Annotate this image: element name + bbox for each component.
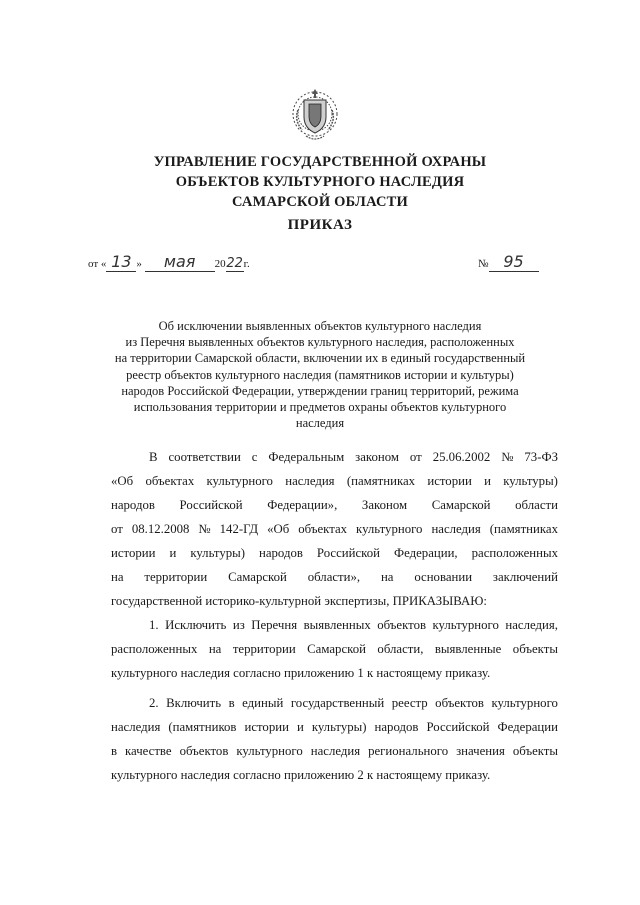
- subject-line: на территории Самарской области, включении их в единый государственный: [114, 351, 526, 366]
- preamble-line: государственной историко-культурной экспертизы, ПРИКАЗЫВАЮ:: [111, 594, 487, 608]
- word: (памятниках: [346, 474, 416, 488]
- date-year-prefix: 20: [214, 258, 226, 270]
- item1-line: культурного наследия согласно приложению 1 к настоящему приказу.: [111, 666, 491, 680]
- word: с: [251, 450, 258, 464]
- word: на: [380, 570, 394, 584]
- word: Включить: [166, 696, 222, 710]
- item1-line: [111, 613, 558, 637]
- word: Российской: [316, 546, 380, 560]
- subject-line: Об исключении выявленных объектов культурного наследия: [158, 319, 482, 333]
- word: области,: [377, 642, 424, 656]
- subject-line: наследия: [295, 416, 345, 431]
- word: культуры): [503, 474, 558, 488]
- date-prefix: от «: [88, 258, 107, 270]
- subject-line: использования территории и предметов охраны объектов культурного: [133, 400, 507, 415]
- subject-line: реестр объектов культурного наследия (памятников истории и культуры): [126, 367, 514, 382]
- word: заключений: [492, 570, 558, 584]
- date-year-field: [226, 257, 244, 272]
- number-value: 95: [503, 252, 524, 271]
- date-quote-close: »: [136, 258, 142, 270]
- word: области»,: [307, 570, 361, 584]
- word: Самарской: [307, 642, 366, 656]
- word: №: [501, 450, 514, 464]
- word: единый: [242, 696, 284, 710]
- word: и: [484, 474, 491, 488]
- word: расположенных: [111, 642, 198, 656]
- word: 25.06.2002: [432, 450, 491, 464]
- word: культуры): [311, 720, 367, 734]
- date-day-field: [106, 252, 136, 272]
- word: и: [169, 546, 177, 560]
- word: 2.: [149, 696, 159, 710]
- word: истории: [111, 546, 156, 560]
- word: объектов: [435, 696, 484, 710]
- word: на: [208, 642, 222, 656]
- word: (памятников: [168, 720, 237, 734]
- preamble-line: [111, 469, 558, 493]
- item2-line: культурного наследия согласно приложению 2 к настоящему приказу.: [111, 768, 491, 782]
- word: и: [296, 720, 304, 734]
- word: наследия: [285, 474, 335, 488]
- agency-line: ОБЪЕКТОВ КУЛЬТУРНОГО НАСЛЕДИЯ: [175, 174, 465, 190]
- word: (памятниках: [489, 522, 558, 536]
- word: государственный: [290, 696, 385, 710]
- preamble-line: [111, 565, 558, 589]
- word: культурного: [206, 474, 273, 488]
- word: культуры): [190, 546, 245, 560]
- word: на: [111, 570, 124, 584]
- word: наследия,: [505, 618, 558, 632]
- word: объекты: [512, 642, 558, 656]
- word: 1.: [149, 618, 159, 632]
- word: качестве: [125, 744, 172, 758]
- word: территории: [144, 570, 208, 584]
- word: из: [232, 618, 245, 632]
- item1-line: [111, 637, 558, 661]
- preamble-line: [111, 541, 558, 565]
- word: Федерации,: [394, 546, 458, 560]
- order-body: [111, 445, 558, 787]
- date-year-end: г.: [243, 258, 250, 270]
- word: в: [111, 744, 118, 758]
- word: культурного: [491, 696, 558, 710]
- word: реестр: [391, 696, 428, 710]
- word: в: [228, 696, 235, 710]
- subject-line: народов Российской Федерации, утверждении границ территорий, режима: [121, 383, 519, 398]
- date-month-field: [145, 252, 215, 272]
- word: культурного: [432, 618, 499, 632]
- agency-line: УПРАВЛЕНИЕ ГОСУДАРСТВЕННОЙ ОХРАНЫ: [153, 154, 487, 170]
- preamble-line: [111, 493, 558, 517]
- word: Российской: [179, 498, 243, 512]
- word: культурного: [356, 522, 423, 536]
- word: законом: [355, 450, 399, 464]
- word: объектах: [298, 522, 348, 536]
- word: наследия: [431, 522, 481, 536]
- word: основании: [414, 570, 473, 584]
- document-type: ПРИКАЗ: [287, 217, 353, 233]
- word: Перечня: [251, 618, 298, 632]
- word: 73-ФЗ: [524, 450, 558, 464]
- word: от: [111, 522, 123, 536]
- word: народов: [111, 498, 155, 512]
- word: расположенных: [471, 546, 558, 560]
- date-year-suffix: 22: [226, 256, 243, 271]
- date-month: мая: [163, 252, 196, 271]
- word: объектов: [179, 744, 229, 758]
- word: культурного: [236, 744, 303, 758]
- word: №: [198, 522, 211, 536]
- word: соответствии: [168, 450, 241, 464]
- word: Исключить: [165, 618, 227, 632]
- word: регионального: [368, 744, 449, 758]
- number-field: [489, 252, 539, 272]
- coat-of-arms-emblem: [282, 84, 348, 150]
- word: значения: [456, 744, 505, 758]
- order-date: [88, 252, 250, 272]
- word: «Об: [111, 474, 134, 488]
- word: Федеральным: [268, 450, 345, 464]
- order-number: [478, 252, 539, 272]
- word: наследия: [310, 744, 361, 758]
- word: народов: [374, 720, 419, 734]
- preamble-line: [111, 517, 558, 541]
- word: В: [149, 450, 158, 464]
- agency-name: [100, 152, 540, 212]
- word: Самарской: [431, 498, 491, 512]
- word: Российской: [426, 720, 490, 734]
- order-subject: [90, 318, 550, 431]
- word: Самарской: [228, 570, 287, 584]
- word: Федерации: [497, 720, 558, 734]
- word: выявленных: [303, 618, 371, 632]
- word: 08.12.2008: [131, 522, 190, 536]
- preamble-line: [111, 445, 558, 469]
- word: истории: [427, 474, 472, 488]
- word: Законом: [361, 498, 408, 512]
- subject-line: из Перечня выявленных объектов культурного наследия, расположенных: [125, 335, 515, 350]
- word: 142-ГД: [219, 522, 259, 536]
- word: наследия: [111, 720, 161, 734]
- word: выявленные: [434, 642, 502, 656]
- word: истории: [244, 720, 289, 734]
- item2-line: [111, 691, 558, 715]
- word: территории: [232, 642, 296, 656]
- word: народов: [259, 546, 303, 560]
- word: объектов: [377, 618, 427, 632]
- item2-line: [111, 739, 558, 763]
- date-day: 13: [111, 252, 132, 271]
- word: объекты: [512, 744, 558, 758]
- word: объектах: [145, 474, 195, 488]
- word: Федерации»,: [267, 498, 338, 512]
- agency-line: САМАРСКОЙ ОБЛАСТИ: [231, 194, 409, 210]
- word: от: [409, 450, 422, 464]
- number-prefix: №: [478, 258, 489, 270]
- word: области: [515, 498, 558, 512]
- item2-line: [111, 715, 558, 739]
- word: «Об: [267, 522, 290, 536]
